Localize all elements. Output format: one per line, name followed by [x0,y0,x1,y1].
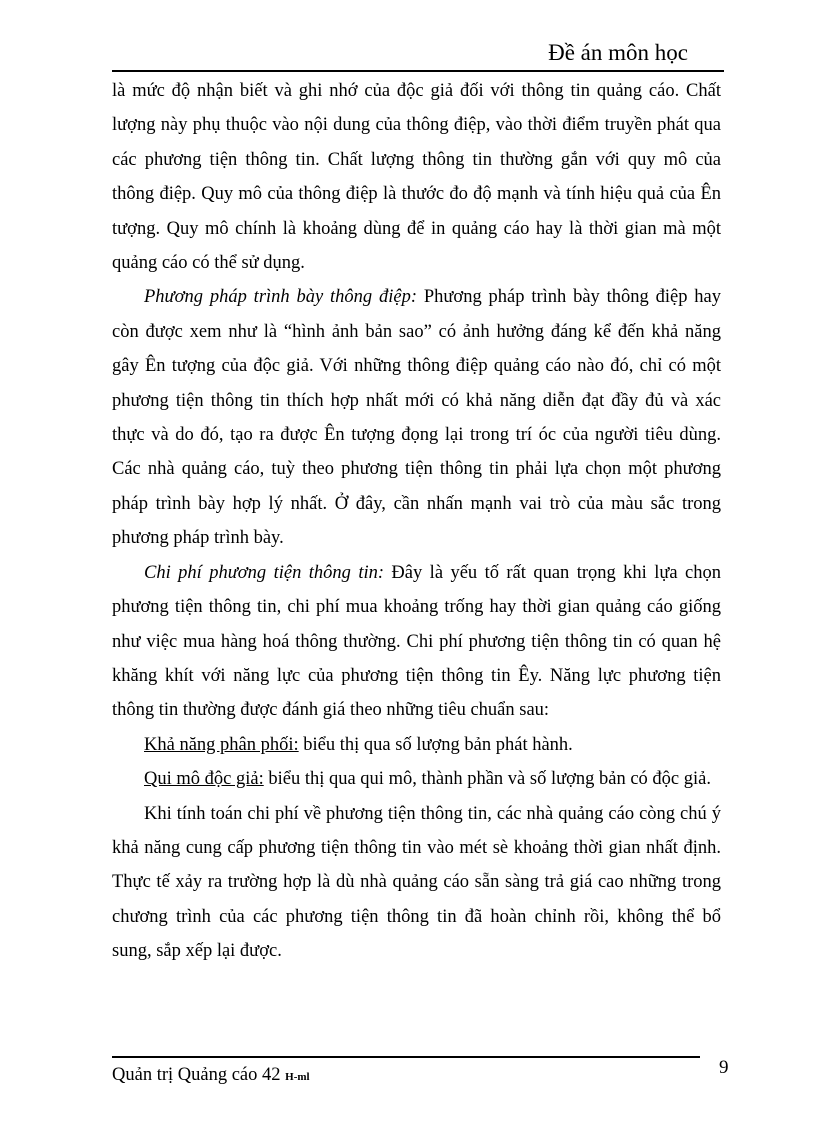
text-line: quảng cáo có thể sử dụng. [112,253,305,274]
paragraph-first-line: Khi tính toán chi phí về phương tiện thông tin, các nhà quảng cáo còng chú ý [144,803,721,824]
text-line: khăng khít với năng lực của phương tiện thông tin Êy. Năng lực phương tiện [112,665,721,686]
criteria-item [112,728,721,762]
underlined-lead: Khả năng phân phối: [144,734,299,755]
footer-label [112,1065,310,1086]
text-line: gây Ên tượng của độc giả. Với những thông điệp quảng cáo nào đó, chỉ có một [112,356,721,377]
paragraph-first-line [112,280,721,314]
text-line: khả năng cung cấp phương tiện thông tin vào mét sè khoảng thời gian nhất định. [112,837,721,858]
text-line: Thực tế xảy ra trường hợp là dù nhà quảng cáo sẵn sàng trả giá cao những trong [112,872,721,893]
text-line: phương tiện thông tin thích hợp nhất mới có khả năng diễn đạt đầy đủ và xác [112,390,721,411]
header-title: Đề án môn học [548,40,688,65]
text-line: Các nhà quảng cáo, tuỳ theo phương tiện thông tin phải lựa chọn một phương [112,459,721,480]
text-line: còn được xem như là “hình ảnh bản sao” có ảnh hưởng đáng kể đến khả năng [112,321,721,342]
text-line: phương pháp trình bày. [112,528,284,549]
page-number: 9 [719,1057,729,1078]
text-line: tượng. Quy mô chính là khoảng dùng để in quảng cáo hay là thời gian mà một [112,218,721,239]
lead-rest: Đây là yếu tố rất quan trọng khi lựa chọn [384,562,721,583]
text-line: như việc mua hàng hoá thông thường. Chi phí phương tiện thông tin có quan hệ [112,631,721,652]
footer-code: H-ml [285,1071,310,1083]
lead-rest: Phương pháp trình bày thông điệp hay [417,287,721,308]
text-line: pháp trình bày hợp lý nhất. Ở đây, cần nhấn mạnh vai trò của màu sắc trong [112,493,721,514]
text-line: phương tiện thông tin, chi phí mua khoảng trống hay thời gian quảng cáo giống [112,597,721,618]
italic-lead: Phương pháp trình bày thông điệp: [144,287,418,308]
criteria-item [112,762,721,796]
text-line: thông điệp. Quy mô của thông điệp là thước đo độ mạnh và tính hiệu quả của Ên [112,184,721,205]
document-body [112,74,721,969]
text-line: thông tin thường được đánh giá theo những tiêu chuẩn sau: [112,700,550,721]
text-line: chương trình của các phương tiện thông tin đã hoàn chỉnh rồi, không thể bổ [112,906,721,927]
text-line: các phương tiện thông tin. Chất lượng thông tin thường gắn với quy mô của [112,149,721,170]
lead-rest: biểu thị qua số lượng bản phát hành. [298,734,573,755]
header-rule [112,70,724,72]
text-line: lượng này phụ thuộc vào nội dung của thông điệp, vào thời điểm truyền phát qua [112,115,721,136]
text-line: sung, sắp xếp lại được. [112,941,282,962]
paragraph-first-line [112,556,721,590]
underlined-lead: Qui mô độc giả: [144,769,264,790]
italic-lead: Chi phí phương tiện thông tin: [144,562,385,583]
text-line: là mức độ nhận biết và ghi nhớ của độc giả đối với thông tin quảng cáo. Chất [112,81,721,101]
footer-course: Quản trị Quảng cáo 42 [112,1065,281,1085]
text-line: thực và do đó, tạo ra được Ên tượng đọng lại trong trí óc của người tiêu dùng. [112,425,721,446]
lead-rest: biểu thị qua qui mô, thành phần và số lượng bản có độc giả. [263,769,711,790]
footer-rule [112,1056,700,1058]
